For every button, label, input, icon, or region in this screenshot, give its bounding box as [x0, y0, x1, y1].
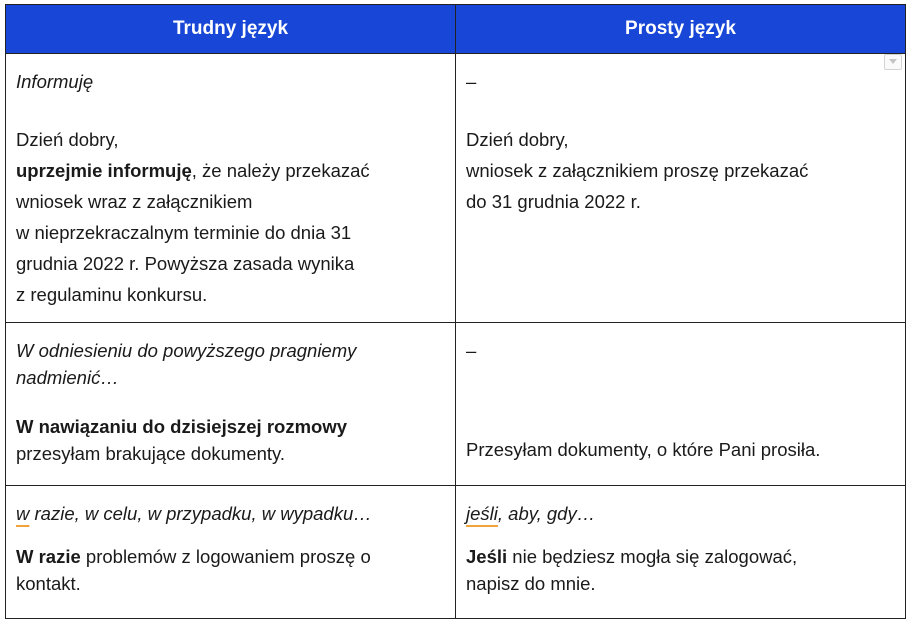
example-line	[466, 543, 895, 570]
example-text: nie będziesz mogła się zalogować,	[507, 546, 798, 567]
example-line: wniosek z załącznikiem proszę przekazać	[466, 160, 809, 181]
underlined-word: w	[16, 503, 30, 524]
phrase-heading: –	[466, 71, 477, 92]
example-line	[16, 155, 445, 186]
example-line: wniosek wraz z załącznikiem	[16, 191, 253, 212]
bold-phrase: Jeśli	[466, 546, 508, 567]
example-line	[16, 543, 445, 570]
example-line: do 31 grudnia 2022 r.	[466, 191, 641, 212]
example-line: z regulaminu konkursu.	[16, 284, 208, 305]
bold-phrase: W razie	[16, 546, 81, 567]
example-line	[16, 413, 445, 440]
header-simple-language: Prosty język	[456, 5, 906, 54]
phrase-heading	[466, 500, 895, 527]
example-line: napisz do mnie.	[466, 573, 596, 594]
header-row	[6, 5, 906, 54]
bold-phrase: W nawiązaniu do dzisiejszej rozmowy	[16, 416, 348, 437]
heading-text: , aby, gdy…	[497, 503, 596, 524]
cell-simple	[456, 486, 906, 619]
example-line: Dzień dobry,	[16, 129, 119, 150]
example-text: , że należy przekazać	[191, 160, 370, 181]
header-hard-language: Trudny język	[6, 5, 456, 54]
heading-text: razie, w celu, w przypadku, w wypadku…	[29, 503, 372, 524]
bold-phrase: uprzejmie informuję	[16, 160, 192, 181]
dropdown-filter-icon[interactable]	[884, 54, 902, 70]
example-line: w nieprzekraczalnym terminie do dnia 31	[16, 222, 352, 243]
example-line: grudnia 2022 r. Powyższa zasada wynika	[16, 253, 355, 274]
example-text: problemów z logowaniem proszę o	[80, 546, 371, 567]
phrase-heading: –	[466, 340, 477, 361]
phrase-heading: W odniesieniu do powyższego pragniemy	[16, 340, 357, 361]
cell-hard	[6, 486, 456, 619]
table-row	[6, 54, 906, 323]
underlined-word: jeśli	[466, 503, 498, 524]
table-row	[6, 486, 906, 619]
cell-simple	[456, 54, 906, 323]
example-line: kontakt.	[16, 573, 81, 594]
cell-hard	[6, 323, 456, 486]
example-line: przesyłam brakujące dokumenty.	[16, 443, 286, 464]
example-line: Przesyłam dokumenty, o które Pani prosiła.	[466, 439, 821, 460]
phrase-heading: nadmienić…	[16, 367, 119, 388]
comparison-table	[5, 4, 906, 619]
cell-simple	[456, 323, 906, 486]
cell-hard	[6, 54, 456, 323]
example-line: Dzień dobry,	[466, 129, 569, 150]
phrase-heading: Informuję	[16, 71, 94, 92]
table-row	[6, 323, 906, 486]
phrase-heading	[16, 500, 445, 527]
